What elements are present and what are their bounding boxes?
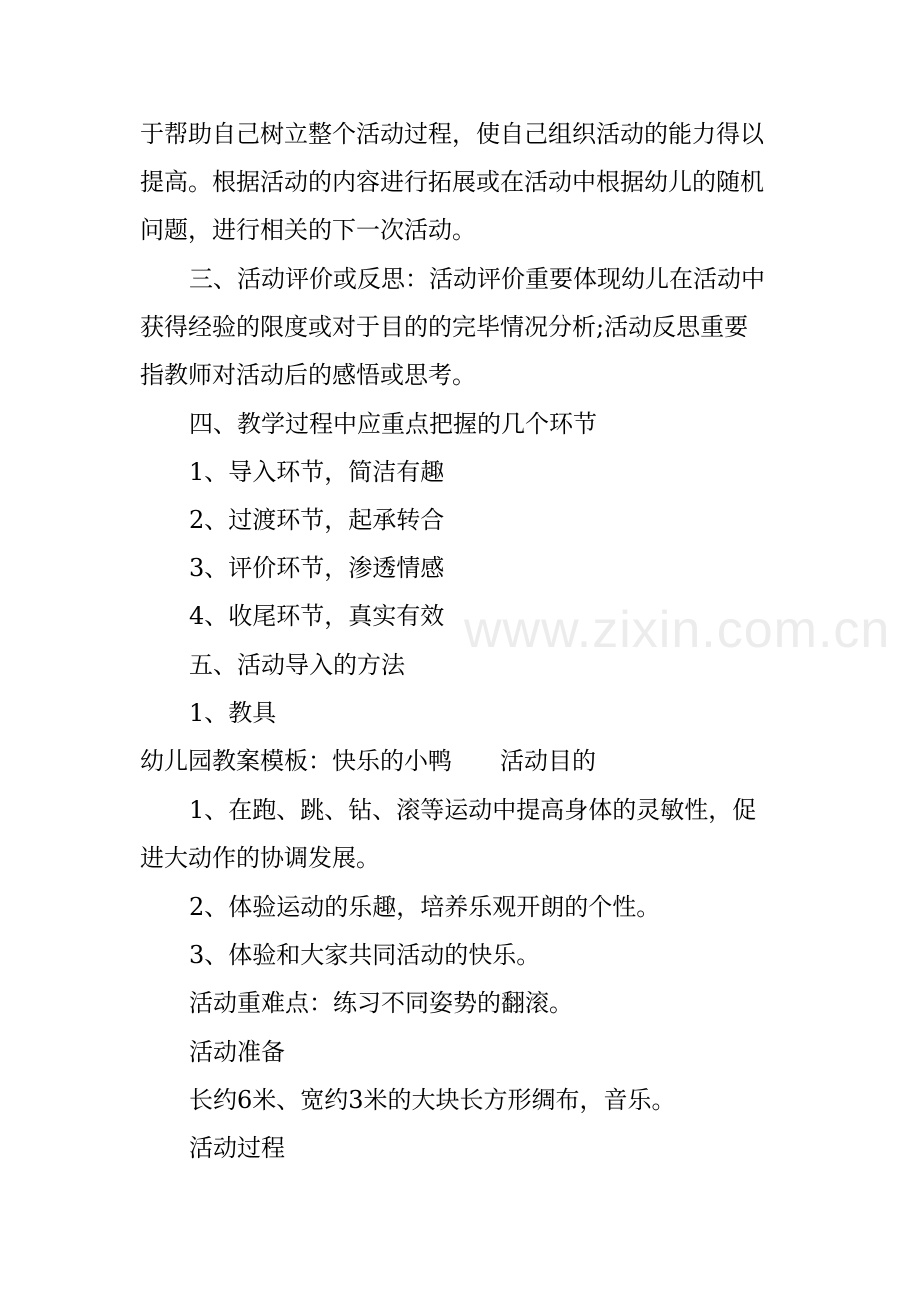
section-heading-key-steps: 四、教学过程中应重点把握的几个环节 bbox=[189, 410, 597, 438]
section-heading-evaluation: 三、活动评价或反思：活动评价重要体现幼儿在活动中 bbox=[189, 265, 765, 293]
process-heading: 活动过程 bbox=[189, 1134, 285, 1162]
objective-item: 2、体验运动的乐趣，培养乐观开朗的个性。 bbox=[189, 893, 661, 921]
list-item: 1、导入环节，简洁有趣 bbox=[189, 458, 445, 486]
lesson-plan-title: 幼儿园教案模板：快乐的小鸭 bbox=[140, 747, 452, 775]
body-text-line: 于帮助自己树立整个活动过程，使自己组织活动的能力得以 bbox=[140, 120, 764, 148]
lesson-plan-title-line bbox=[140, 745, 596, 777]
objective-item: 3、体验和大家共同活动的快乐。 bbox=[189, 941, 541, 969]
list-item: 1、教具 bbox=[189, 699, 277, 727]
preparation-heading: 活动准备 bbox=[189, 1038, 285, 1066]
key-difficulty-line: 活动重难点：练习不同姿势的翻滚。 bbox=[189, 989, 573, 1017]
list-item: 2、过渡环节，起承转合 bbox=[189, 506, 445, 534]
preparation-text: 长约6米、宽约3米的大块长方形绸布，音乐。 bbox=[189, 1086, 676, 1114]
body-text-line: 指教师对活动后的感悟或思考。 bbox=[140, 361, 476, 389]
section-heading-introduction-methods: 五、活动导入的方法 bbox=[189, 651, 405, 679]
objectives-heading: 活动目的 bbox=[500, 747, 596, 775]
objective-item: 1、在跑、跳、钻、滚等运动中提高身体的灵敏性，促 bbox=[189, 796, 757, 824]
list-item: 4、收尾环节，真实有效 bbox=[189, 602, 445, 630]
watermark: www.zixin.com.cn bbox=[464, 601, 891, 659]
body-text-line: 提高。根据活动的内容进行拓展或在活动中根据幼儿的随机 bbox=[140, 168, 764, 196]
body-text-line: 获得经验的限度或对于目的的完毕情况分析;活动反思重要 bbox=[140, 313, 749, 341]
list-item: 3、评价环节，渗透情感 bbox=[189, 554, 445, 582]
body-text-line: 进大动作的协调发展。 bbox=[140, 844, 380, 872]
body-text-line: 问题，进行相关的下一次活动。 bbox=[140, 216, 476, 244]
